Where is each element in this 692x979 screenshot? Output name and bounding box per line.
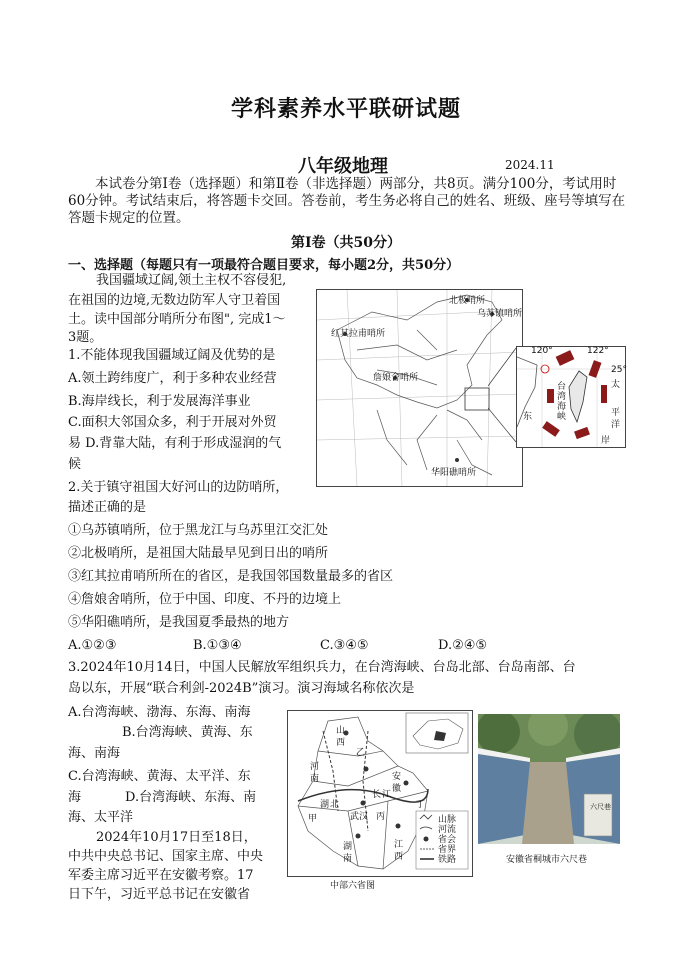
- q3-option-c: C.台湾海峡、黄海、太平洋、东: [68, 769, 251, 784]
- q2-option-c: C.③④⑤: [320, 638, 369, 653]
- q3-option-c-tail: 海: [68, 790, 82, 805]
- q3-option-d: D.台湾海峡、东海、南: [125, 790, 257, 805]
- q1-option-cd: 易 D.背靠大陆，有利于形成湿润的气: [68, 436, 282, 451]
- legend-province-border: 省界: [438, 845, 457, 855]
- label-zhanniang-post: 詹娘舍哨所: [373, 373, 419, 383]
- six-foot-alley-photo: [478, 714, 620, 844]
- central-provinces-map: [287, 710, 473, 877]
- legend-railway: 铁路: [438, 855, 457, 865]
- stem-line-3: 土。读中国部分哨所分布图", 完成1～: [68, 312, 286, 327]
- label-huayang-post: 华阳礁哨所: [431, 468, 477, 478]
- inset-char-an: 岸: [601, 436, 611, 446]
- q1-option-a: A.领土跨纬度广，利于多种农业经营: [68, 371, 277, 386]
- q2-option-b: B.①③④: [193, 638, 242, 653]
- exam-intro: 本试卷分第Ⅰ卷（选择题）和第Ⅱ卷（非选择题）两部分，共8页。满分100分，考试用时60分钟。考试结束后，将答题卡交回。答卷前，考生务必将自己的姓名、班级、座号等填写在答题卡规定的位置。: [68, 176, 626, 226]
- inset-char-tai: 台: [557, 382, 567, 392]
- label-bing: 丙: [376, 812, 386, 822]
- q2-stem-2: 描述正确的是: [68, 500, 147, 515]
- q1-option-d-tail: 候: [68, 457, 82, 472]
- label-jiangxi-1: 江: [394, 840, 404, 850]
- q2-option-a: A.①②③: [68, 638, 117, 653]
- label-anhui-1: 安: [392, 772, 402, 782]
- alley-plaque: 六尺巷: [590, 803, 611, 811]
- label-jiangxi-2: 西: [394, 852, 404, 862]
- label-wuhan: 武汉: [350, 812, 369, 822]
- exam-date: 2024.11: [505, 158, 555, 172]
- taiwan-inset-map: [516, 346, 626, 448]
- taiwan-inset-drawing: [517, 347, 625, 447]
- inset-char-wan: 湾: [557, 392, 567, 402]
- q1-stem: 1.不能体现我国疆域辽阔及优势的是: [68, 348, 276, 363]
- q3-option-b: B.台湾海峡、黄海、东: [122, 725, 253, 740]
- label-beiji-post: 北极哨所: [449, 296, 486, 306]
- q3-option-b-tail: 海、南海: [68, 746, 121, 761]
- passage-line-4: 日下午，习近平总书记在安徽省: [68, 887, 251, 902]
- label-henan-1: 河: [310, 762, 320, 772]
- label-changjiang-1: 长: [372, 790, 382, 800]
- q2-statement-2: ②北极哨所，是祖国大陆最早见到日出的哨所: [68, 546, 329, 561]
- inset-lat-25: 25°: [611, 365, 627, 375]
- inset-char-yang: 洋: [611, 420, 621, 430]
- label-hongqi-post: 红其拉甫哨所: [331, 329, 386, 339]
- q2-statement-4: ④詹娘舍哨所，位于中国、印度、不丹的边境上: [68, 592, 342, 607]
- q2-option-d: D.②④⑤: [438, 638, 488, 653]
- label-hunan-1: 湖: [343, 842, 353, 852]
- section-heading: 第Ⅰ卷（共50分）: [290, 235, 402, 251]
- q1-option-c: C.面积大邻国众多，利于开展对外贸: [68, 415, 277, 430]
- passage-line-3: 军委主席习近平在安徽考察。17: [68, 868, 254, 883]
- inset-lon-122: 122°: [587, 346, 609, 356]
- inset-char-hai: 海: [557, 402, 567, 412]
- exam-title: 学科素养水平联研试题: [230, 97, 461, 122]
- exam-subtitle: 八年级地理: [298, 156, 388, 177]
- part-heading: 一、选择题（每题只有一项最符合题目要求，每小题2分，共50分）: [68, 258, 460, 273]
- stem-line-4: 3题。: [68, 330, 103, 345]
- label-ding: 丁: [416, 800, 426, 810]
- label-anhui-2: 徽: [392, 784, 402, 794]
- label-hubei-2: 北: [330, 800, 340, 810]
- q1-option-b: B.海岸线长，利于发展海洋事业: [68, 394, 251, 409]
- label-shanxi-1: 山: [336, 726, 346, 736]
- label-wusu-post: 乌苏镇哨所: [477, 309, 523, 319]
- label-hubei-1: 湖: [320, 800, 330, 810]
- q3-option-d-tail: 海、太平洋: [68, 810, 134, 825]
- q2-statement-3: ③红其拉甫哨所所在的省区，是我国邻国数量最多的省区: [68, 569, 394, 584]
- legend-capital: 省会: [438, 835, 457, 845]
- inset-connector: [488, 346, 518, 446]
- passage-line-2: 中共中央总书记、国家主席、中央: [68, 849, 264, 864]
- central-map-caption: 中部六省图: [330, 881, 376, 891]
- q3-stem-2: 岛以东，开展“联合利剑-2024B”演习。演习海域名称依次是: [68, 681, 415, 696]
- q2-stem: 2.关于镇守祖国大好河山的边防哨所，: [68, 480, 289, 495]
- stem-line-1: 我国疆域辽阔,领土主权不容侵犯,: [96, 273, 287, 288]
- label-shanxi-2: 西: [336, 738, 346, 748]
- q2-statement-5: ⑤华阳礁哨所，是我国夏季最热的地方: [68, 615, 290, 630]
- inset-char-tai2: 太: [611, 380, 621, 390]
- inset-char-ping: 平: [611, 408, 621, 418]
- inset-char-xia: 峡: [557, 412, 567, 422]
- label-changjiang-2: 江: [382, 790, 392, 800]
- q3-stem: 3.2024年10月14日，中国人民解放军组织兵力，在台湾海峡、台岛北部、台岛南部、台: [68, 660, 576, 675]
- passage-line-1: 2024年10月17日至18日，: [96, 830, 257, 845]
- legend-mountain: 山脉: [438, 815, 457, 825]
- label-jia: 甲: [308, 814, 318, 824]
- alley-photo-drawing: [478, 714, 620, 844]
- q3-option-a: A.台湾海峡、渤海、东海、南海: [68, 705, 251, 720]
- stem-line-2: 在祖国的边境,无数边防军人守卫着国: [68, 293, 281, 308]
- label-hunan-2: 南: [343, 854, 353, 864]
- inset-lon-120: 120°: [531, 346, 553, 356]
- label-yi: 乙: [356, 748, 366, 758]
- legend-river: 河流: [438, 825, 457, 835]
- photo-caption: 安徽省桐城市六尺巷: [506, 855, 588, 865]
- label-henan-2: 南: [310, 774, 320, 784]
- q2-statement-1: ①乌苏镇哨所，位于黑龙江与乌苏里江交汇处: [68, 523, 329, 538]
- inset-char-dong: 东: [523, 412, 533, 422]
